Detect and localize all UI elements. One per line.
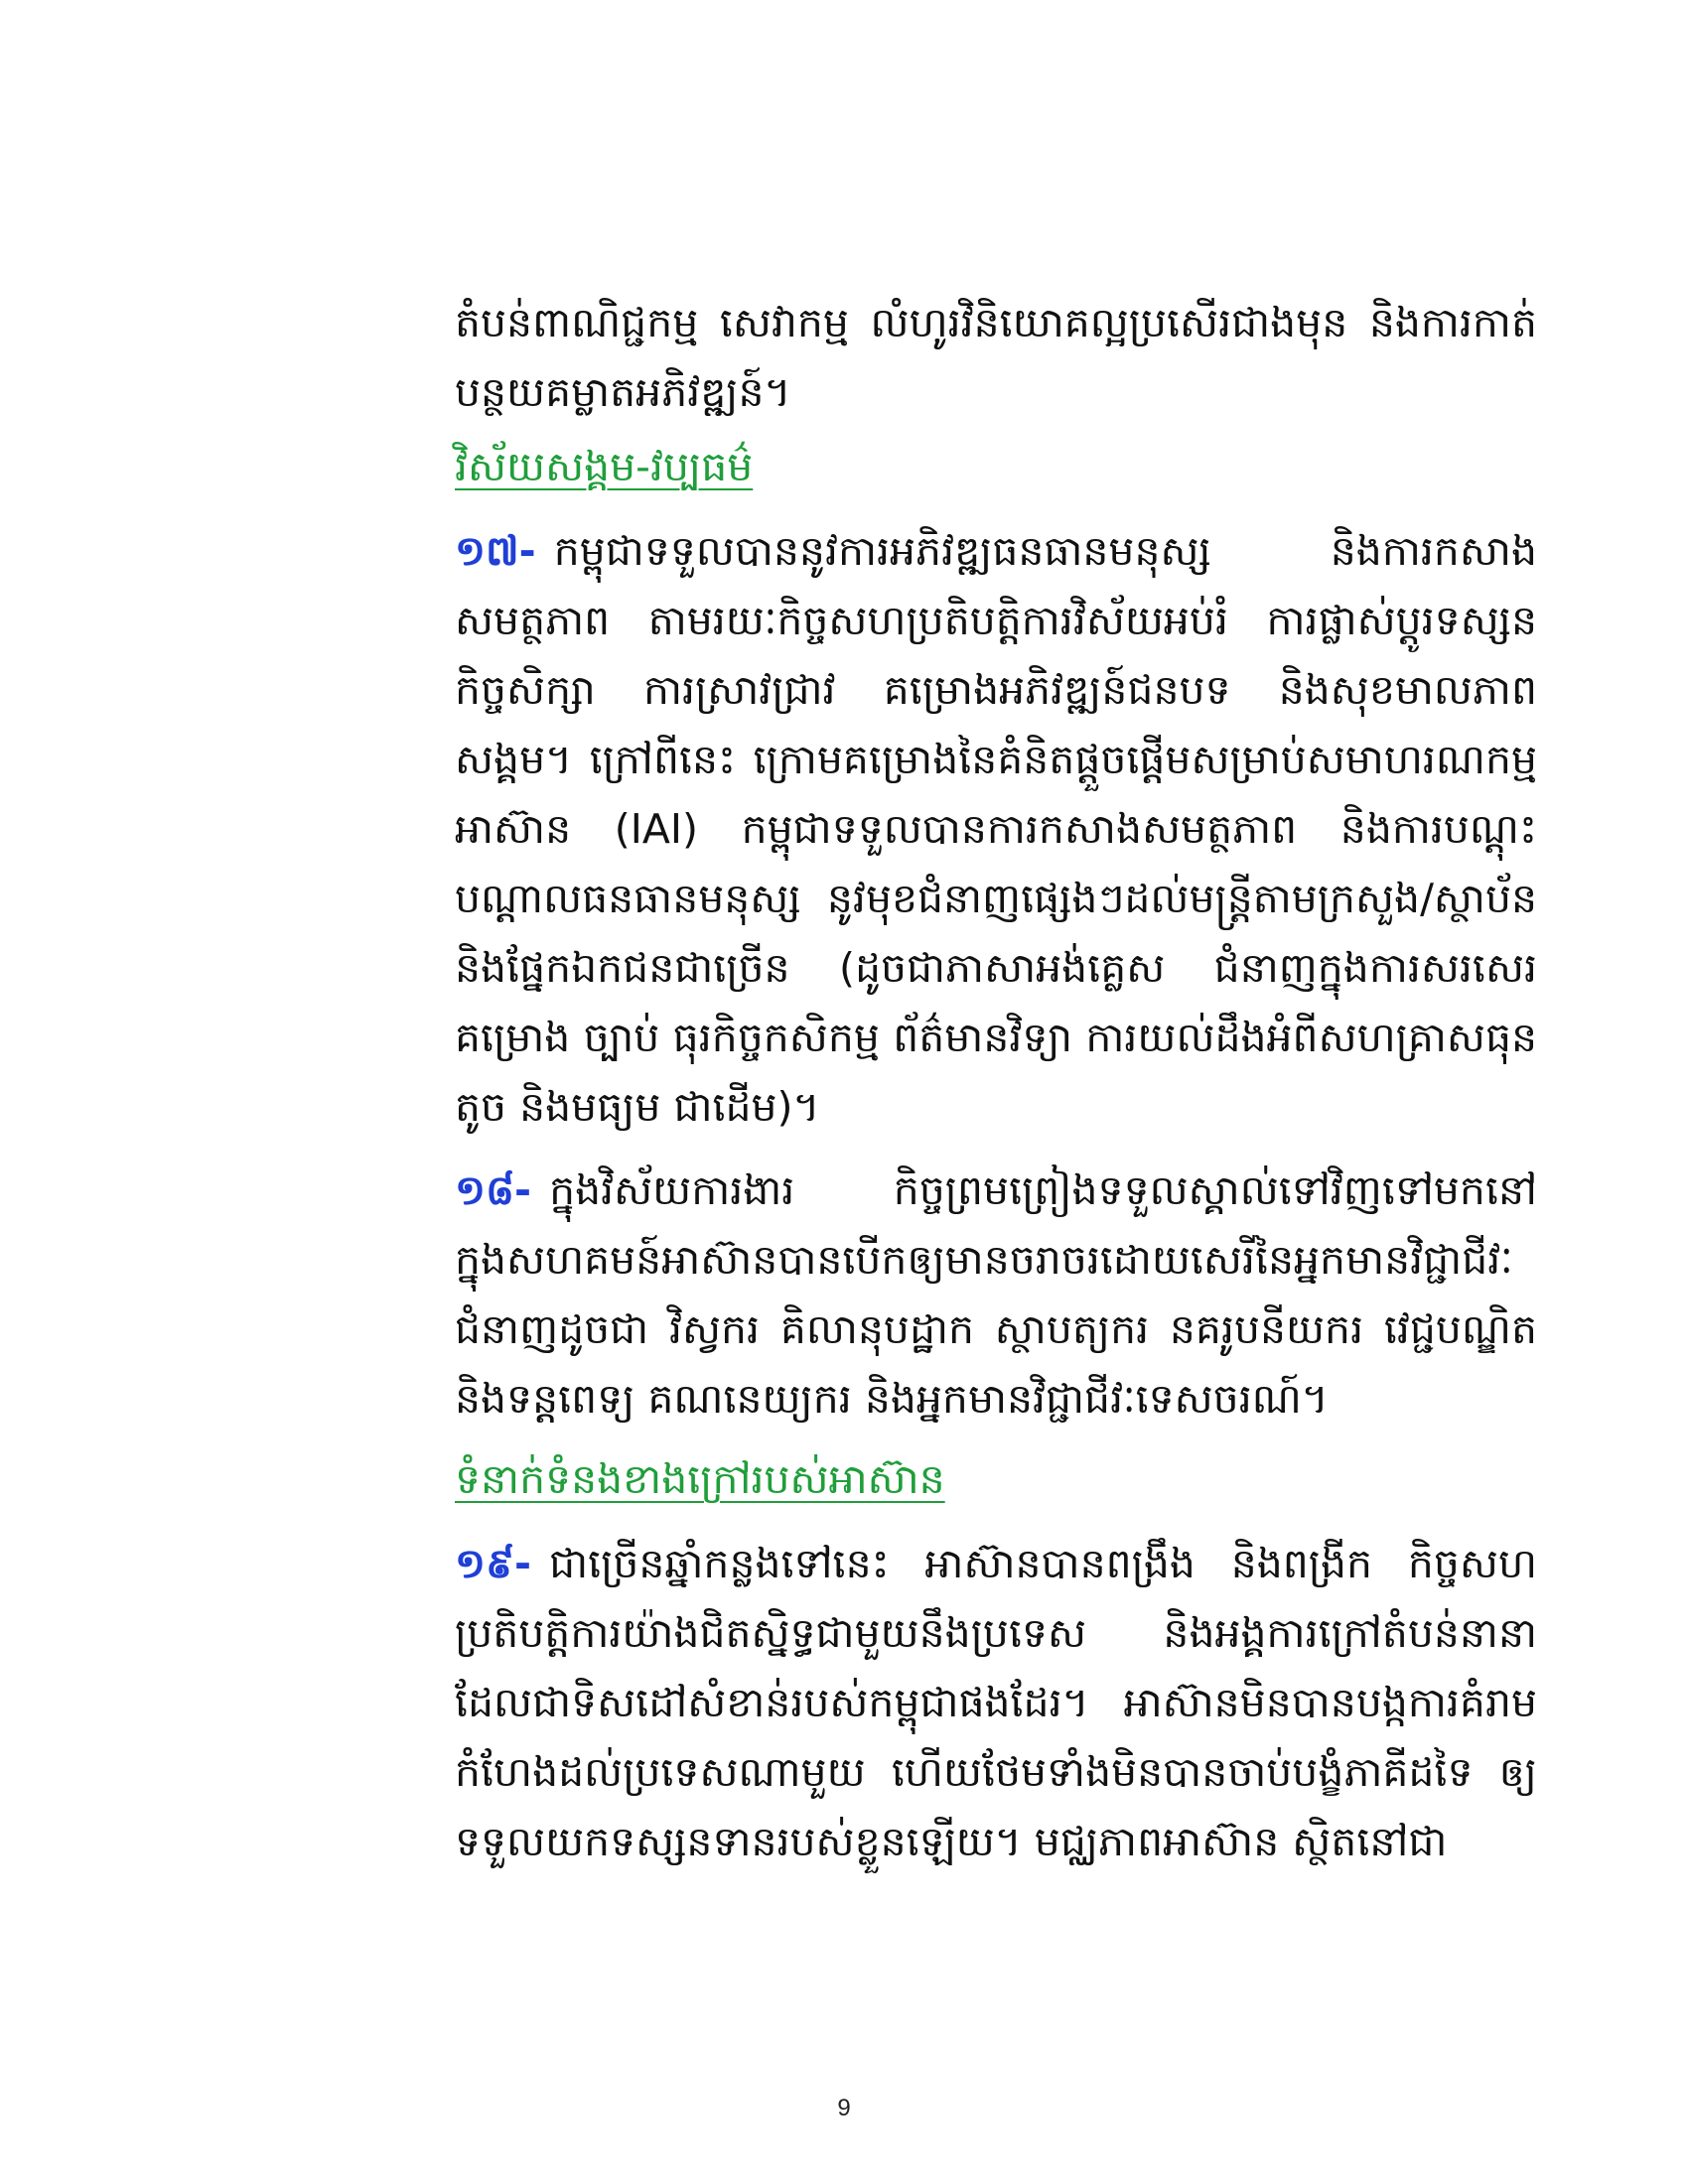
- paragraph-number-18: ១៨-: [455, 1166, 532, 1214]
- section-heading-socio-cultural: វិស័យសង្គម-វប្បធម៌: [455, 443, 754, 490]
- section-heading-external-relations: ទំនាក់ទំនងខាងក្រៅរបស់អាស៊ាន: [455, 1455, 945, 1503]
- paragraph-text-17: កម្ពុជាទទួលបាននូវការអភិវឌ្ឍធនធានមនុស្ស និងការកសាងសមត្ថភាព តាមរយៈកិច្ចសហប្រតិបត្តិការវិស័យអប់រំ ការផ្លាស់ប្ដូរទស្សនកិច្ចសិក្សា ការស្រាវជ្រាវ គម្រោងអភិវឌ្ឍន៍ជនបទ និងសុខមាលភាពសង្គម។ ក្រៅពីនេះ ក្រោមគម្រោងនៃគំនិតផ្ដួចផ្ដើមសម្រាប់សមាហរណកម្មអាស៊ាន (IAI) កម្ពុជាទទួលបានការកសាងសមត្ថភាព និងការបណ្ដុះបណ្ដាលធនធានមនុស្ស នូវមុខជំនាញផ្សេងៗដល់មន្ត្រីតាមក្រសួង/ស្ថាប័ន និងផ្នែកឯកជនជាច្រើន (ដូចជាភាសាអង់គ្លេស ជំនាញក្នុងការសរសេរគម្រោង ច្បាប់ ធុរកិច្ចកសិកម្ម ព័ត៌មានវិទ្យា ការយល់ដឹងអំពីសហគ្រាសធុនតូច និងមធ្យម ជាដើម)។: [455, 527, 1537, 1131]
- continuation-text: តំបន់ពាណិជ្ជកម្ម សេវាកម្ម លំហូរវិនិយោគល្អប្រសើរជាងមុន និងការកាត់បន្ថយគម្លាតអភិវឌ្ឍន៍។: [455, 299, 1537, 416]
- page-number: 9: [837, 2095, 851, 2121]
- paragraph-19: [455, 1529, 1537, 1876]
- paragraph-text-19: ជាច្រើនឆ្នាំកន្លងទៅនេះ អាស៊ានបានពង្រឹង និងពង្រីក កិច្ចសហប្រតិបត្តិការយ៉ាងជិតស្និទ្ធជាមួយនឹងប្រទេស និងអង្គការក្រៅតំបន់នានាដែលជាទិសដៅសំខាន់របស់កម្ពុជាផងដែរ។ អាស៊ានមិនបានបង្កការគំរាមកំហែងដល់ប្រទេសណាមួយ ហើយថែមទាំងមិនបានចាប់បង្ខំភាគីដទៃ ឲ្យទទួលយកទស្សនទានរបស់ខ្លួនឡើយ។ មជ្ឈភាពអាស៊ាន ស្ថិតនៅជា: [455, 1540, 1537, 1865]
- paragraph-number-19: ១៩-: [455, 1540, 532, 1587]
- continuation-paragraph: [455, 288, 1537, 427]
- document-body: [455, 288, 1537, 1890]
- paragraph-17: [455, 516, 1537, 1142]
- paragraph-text-18: ក្នុងវិស័យការងារ កិច្ចព្រមព្រៀងទទួលស្គាល់ទៅវិញទៅមកនៅក្នុងសហគមន៍អាស៊ានបានបើកឲ្យមានចរាចរដោយសេរីនៃអ្នកមានវិជ្ជាជីវៈជំនាញដូចជា វិស្វករ គិលានុបដ្ឋាក ស្ថាបត្យករ នគរូបនីយករ វេជ្ជបណ្ឌិតនិងទន្តពេទ្យ គណនេយ្យករ និងអ្នកមានវិជ្ជាជីវៈទេសចរណ៍។: [455, 1166, 1537, 1423]
- paragraph-number-17: ១៧-: [455, 527, 536, 575]
- paragraph-18: [455, 1156, 1537, 1433]
